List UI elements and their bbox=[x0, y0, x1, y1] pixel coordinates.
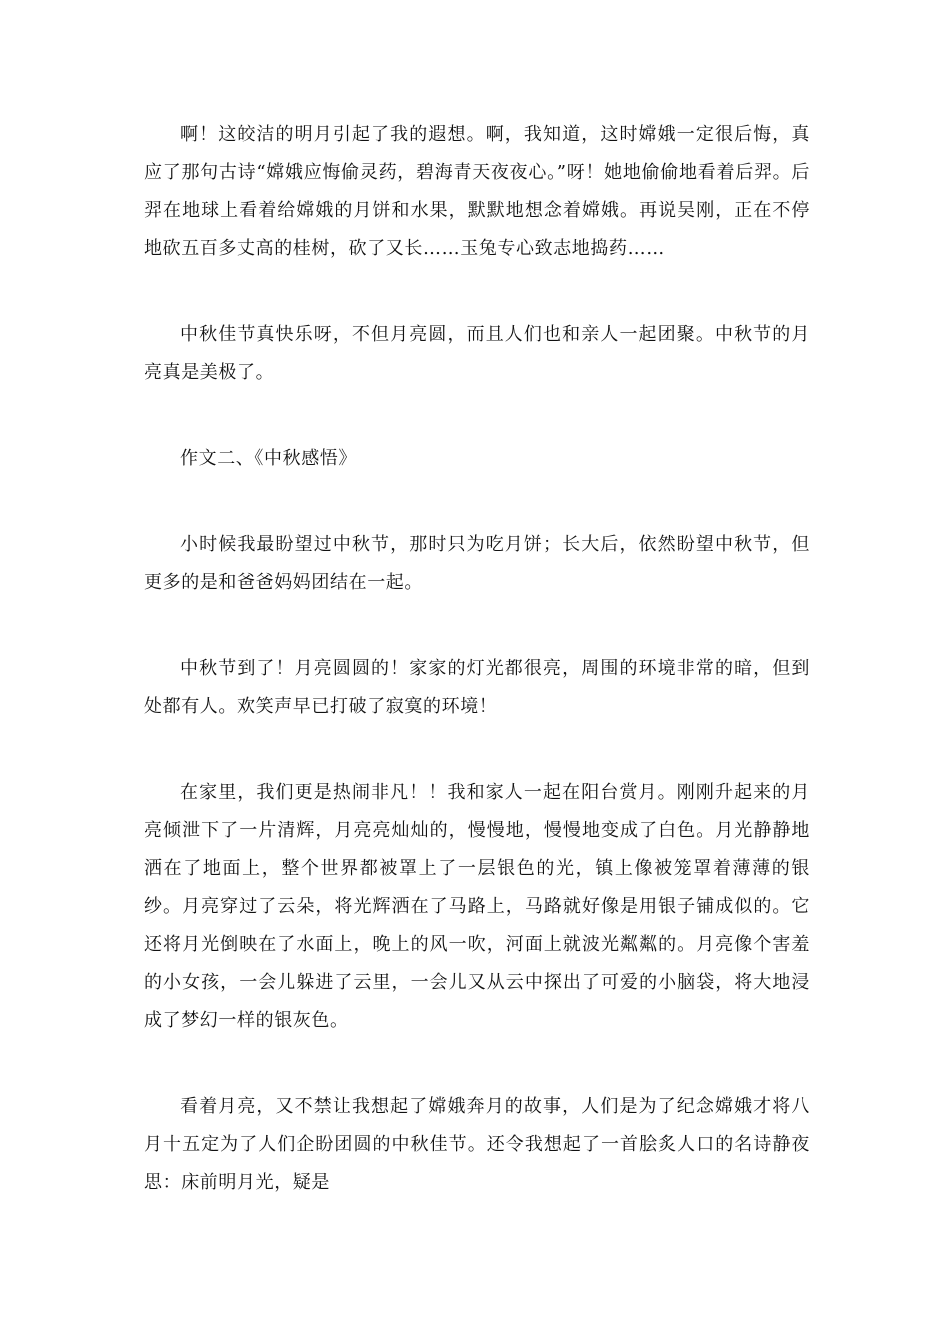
essay-two-title: 作文二、《中秋感悟》 bbox=[180, 448, 357, 469]
document-body bbox=[144, 116, 810, 1202]
paragraph-festival-arrives: 中秋节到了！月亮圆圆的！家家的灯光都很亮，周围的环境非常的暗，但到处都有人。欢笑声早已打破了寂寞的环境！ bbox=[144, 658, 810, 717]
paragraph-mid-autumn-joy: 中秋佳节真快乐呀，不但月亮圆，而且人们也和亲人一起团聚。中秋节的月亮真是美极了。 bbox=[144, 324, 810, 383]
paragraph-at-home: 在家里，我们更是热闹非凡！！我和家人一起在阳台赏月。刚刚升起来的月亮倾泄下了一片清辉，月亮亮灿灿的，慢慢地，慢慢地变成了白色。月光静静地洒在了地面上，整个世界都被罩上了一层银色的光，镇上像被笼罩着薄薄的银纱。月亮穿过了云朵，将光辉洒在了马路上，马路就好像是用银子铺成似的。它还将月光倒映在了水面上，晚上的风一吹，河面上就波光粼粼的。月亮像个害羞的小女孩，一会儿躲进了云里，一会儿又从云中探出了可爱的小脑袋，将大地浸成了梦幻一样的银灰色。 bbox=[144, 782, 810, 1031]
paragraph-moon-reverie: 啊！这皎洁的明月引起了我的遐想。啊，我知道，这时嫦娥一定很后悔，真应了那句古诗“嫦娥应悔偷灵药，碧海青天夜夜心。”呀！她地偷偷地看着后羿。后羿在地球上看着给嫦娥的月饼和水果，默默地想念着嫦娥。再说吴刚，正在不停地砍五百多丈高的桂树，砍了又长……玉兔专心致志地捣药…… bbox=[144, 124, 810, 259]
paragraph-childhood: 小时候我最盼望过中秋节，那时只为吃月饼；长大后，依然盼望中秋节，但更多的是和爸爸妈妈团结在一起。 bbox=[144, 534, 810, 593]
paragraph-change-legend: 看着月亮，又不禁让我想起了嫦娥奔月的故事，人们是为了纪念嫦娥才将八月十五定为了人们企盼团圆的中秋佳节。还令我想起了一首脍炙人口的名诗静夜思：床前明月光，疑是 bbox=[144, 1096, 810, 1193]
